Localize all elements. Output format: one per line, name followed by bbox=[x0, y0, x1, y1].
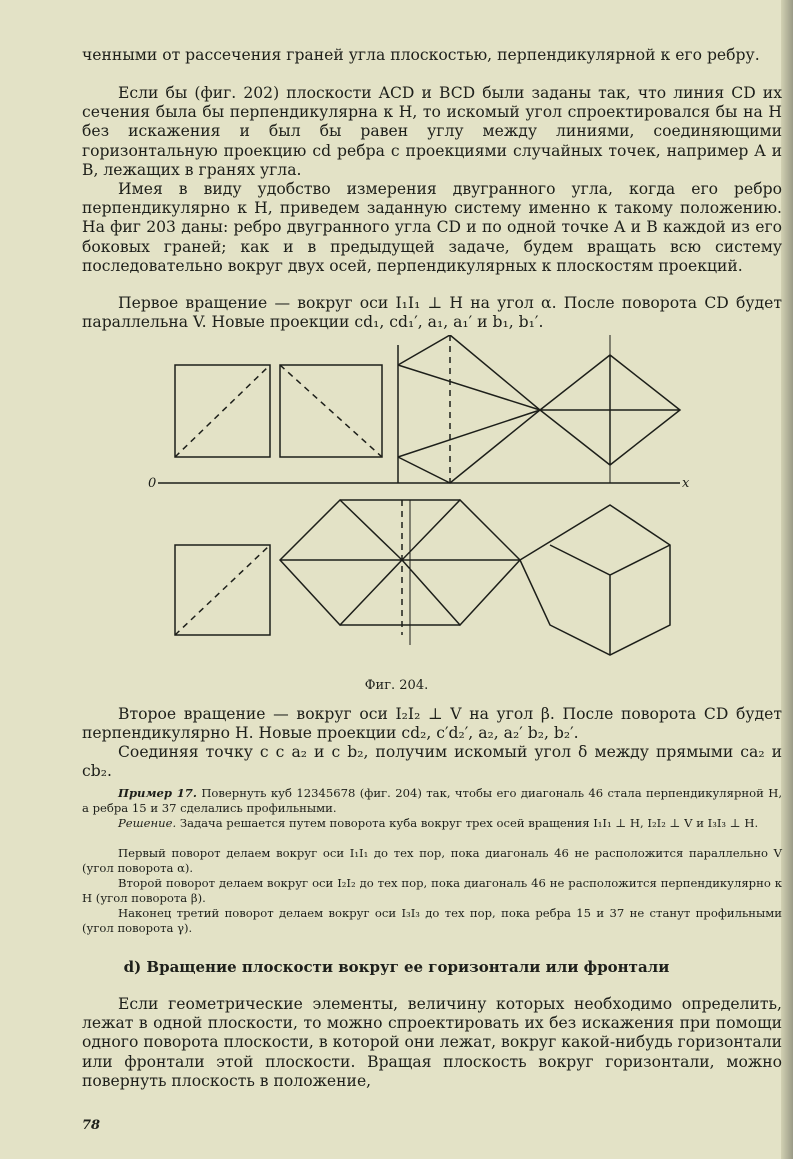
paragraph: Если геометрические элементы, величину которых необходимо определить, лежат в одной плоскости, то можно спроектировать их без искажения при помощи одного поворота плоскости, в которой они лежат, вокруг какой-нибудь горизонтали или фронтали этой плоскости. Вращая плоскость вокруг горизонтали, можно повернуть плоскость в положение, bbox=[82, 995, 782, 1090]
paragraph: Второе вращение — вокруг оси I₂I₂ ⊥ V на угол β. После поворота CD будет перпендикулярно H. Новые проекции cd₂, c′d₂′, a₂, a₂′ b₂, b₂′. bbox=[82, 705, 782, 743]
rotated-view bbox=[398, 335, 540, 483]
solution-step-3: Наконец третий поворот делаем вокруг оси I₃I₃ до тех пор, пока ребра 15 и 37 не станут профильными (угол поворота γ). bbox=[82, 906, 782, 935]
solution-step-1: Первый поворот делаем вокруг оси I₁I₁ до тех пор, пока диагональ 46 не расположится параллельно V (угол поворота α). bbox=[82, 846, 782, 875]
figure-204-drawing bbox=[140, 335, 700, 665]
figure-caption: Фиг. 204. bbox=[364, 678, 429, 693]
section-heading: d) Вращение плоскости вокруг ее горизонтали или фронтали bbox=[123, 958, 670, 976]
hexagon-view-2 bbox=[520, 505, 670, 655]
paragraph: Соединяя точку c с a₂ и с b₂, получим искомый угол δ между прямыми ca₂ и cb₂. bbox=[82, 743, 782, 781]
solution-title: Решение. bbox=[118, 816, 177, 830]
origin-label: 0 bbox=[148, 476, 157, 491]
solution-step-2: Второй поворот делаем вокруг оси I₂I₂ до тех пор, пока диагональ 46 не расположится перпендикулярно к H (угол поворота β). bbox=[82, 876, 782, 905]
solution-text: Задача решается путем поворота куба вокруг трех осей вращения I₁I₁ ⊥ H, I₂I₂ ⊥ V и I₃I₃ ⊥ H. bbox=[176, 816, 759, 830]
axis-label: x bbox=[682, 476, 690, 491]
example-title: Пример 17. bbox=[118, 786, 197, 800]
page-number: 78 bbox=[82, 1118, 101, 1133]
paragraph: Если бы (фиг. 202) плоскости ACD и BCD были заданы так, что линия CD их сечения была бы перпендикулярна к H, то искомый угол спроектировался бы на H без искажения и был бы равен углу между линиями, соединяющими горизонтальную проекцию cd ребра с проекциями случайных точек, например A и B, лежащих в гранях угла. bbox=[82, 84, 782, 179]
example-statement bbox=[82, 786, 782, 816]
example-text: Повернуть куб 12345678 (фиг. 204) так, чтобы его диагональ 46 стала перпендикулярной H, а ребра 15 и 37 сделались профильными. bbox=[82, 786, 783, 815]
page-edge bbox=[781, 0, 793, 1159]
paragraph: Имея в виду удобство измерения двугранного угла, когда его ребро перпендикулярно к H, приведем заданную систему именно к такому положению. На фиг 203 даны: ребро двугранного угла CD и по одной точке A и B каждой из его боковых граней; как и в предыдущей задаче, будем вращать всю систему последовательно вокруг двух осей, перпендикулярных к плоскостям проекций. bbox=[82, 180, 782, 275]
paragraph: ченными от рассечения граней угла плоскостью, перпендикулярной к его ребру. bbox=[82, 46, 760, 64]
top-rhombi bbox=[280, 500, 520, 625]
example-solution bbox=[82, 816, 782, 831]
paragraph: Первое вращение — вокруг оси I₁I₁ ⊥ H на угол α. После поворота CD будет параллельна V. Новые проекции cd₁, cd₁′, a₁, a₁′ и b₁, b₁′. bbox=[82, 294, 782, 332]
